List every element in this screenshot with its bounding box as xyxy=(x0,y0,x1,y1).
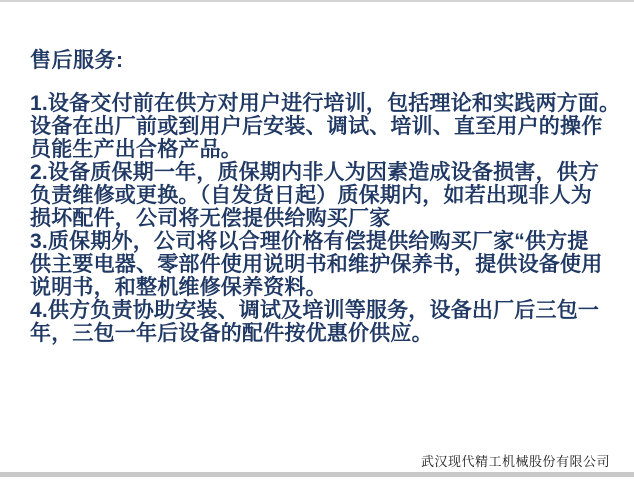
text-line: 负责维修或更换。（自发货日起）质保期内，如若出现非人为 xyxy=(30,184,592,207)
text-line: 2.设备质保期一年，质保期内非人为因素造成设备损害，供方 xyxy=(30,161,600,184)
text-line: 说明书，和整机维修保养资料。 xyxy=(30,276,327,299)
company-name: 武汉现代精工机械股份有限公司 xyxy=(420,454,610,469)
text-line: 年，三包一年后设备的配件按优惠价供应。 xyxy=(30,322,433,345)
text-line: 4.供方负责协助安装、调试及培训等服务，设备出厂后三包一 xyxy=(30,299,600,322)
service-paragraph-4 xyxy=(30,299,618,345)
text-line: 供主要电器、零部件使用说明书和维护保养书，提供设备使用 xyxy=(30,253,603,276)
body-text-block xyxy=(30,92,621,345)
text-line: 设备在出厂前或到用户后安装、调试、培训、直至用户的操作 xyxy=(30,115,603,138)
text-line: 1.设备交付前在供方对用户进行培训，包括理论和实践两方面。 xyxy=(30,92,621,115)
service-paragraph-2 xyxy=(30,161,618,230)
text-line: 员能生产出合格产品。 xyxy=(30,138,242,161)
text-line: 3.质保期外，公司将以合理价格有偿提供给购买厂家“供方提 xyxy=(30,230,589,253)
top-border-line xyxy=(0,0,634,2)
text-line: 损坏配件，公司将无偿提供给购买厂家 xyxy=(30,207,391,230)
bottom-bar xyxy=(0,472,634,477)
service-paragraph-3 xyxy=(30,230,618,299)
service-paragraph-1 xyxy=(30,92,621,161)
slide-title: 售后服务: xyxy=(30,49,124,72)
